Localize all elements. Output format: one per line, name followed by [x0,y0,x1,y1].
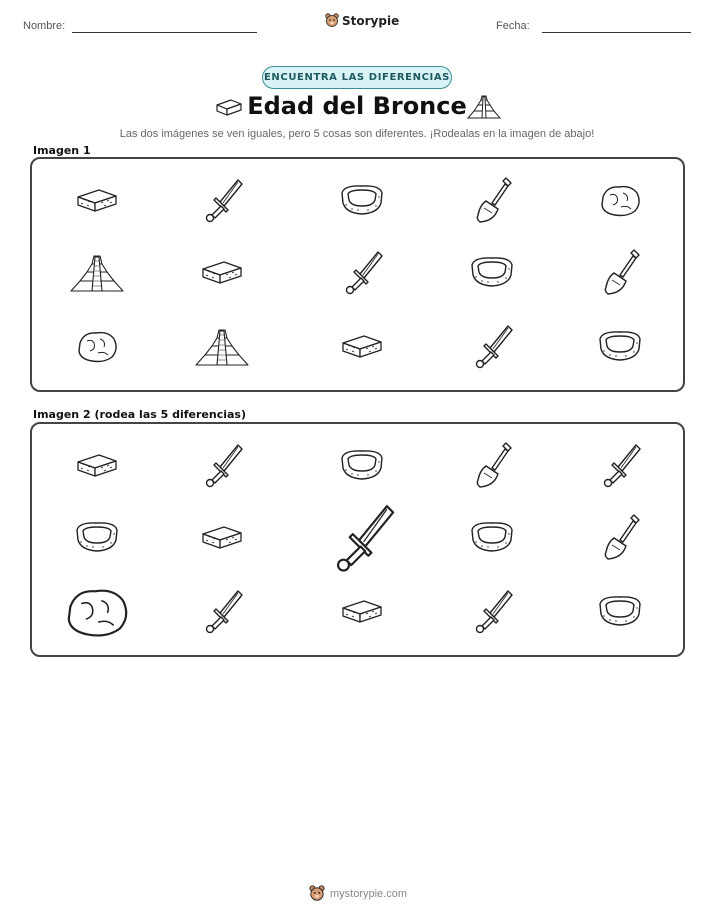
image2-cell[interactable] [580,578,660,644]
sword-icon [470,587,514,635]
footer [309,885,407,903]
instructions: Las dos imágenes se ven iguales, pero 5 cosas son diferentes. ¡Rodealas en la imagen de abajo! [119,128,595,140]
name-field[interactable] [72,32,257,33]
image2-cell[interactable] [452,504,532,570]
image2-cell[interactable] [182,578,262,644]
mold-icon [338,446,386,484]
image1-cell [452,313,532,379]
image1-panel [30,157,685,392]
image1-cell [580,239,660,305]
image1-cell [452,167,532,233]
image1-cell [322,167,402,233]
pyramid-icon [194,325,250,367]
page-title: Edad del Bronce [247,92,467,120]
image2-cell[interactable] [580,432,660,498]
mold-icon [73,518,121,556]
mold-icon [596,592,644,630]
image1-cell [580,167,660,233]
sword-icon [470,322,514,370]
image2-cell[interactable] [580,504,660,570]
image2-label: Imagen 2 (rodea las 5 diferencias) [33,408,247,421]
image1-cell [57,239,137,305]
image1-cell [182,167,262,233]
brick-icon [75,185,119,215]
image2-cell[interactable] [182,504,262,570]
brand-name: Storypie [342,14,400,28]
image2-cell[interactable] [322,504,402,570]
rock-icon [61,582,132,641]
image1-cell [322,239,402,305]
sword-icon [200,441,244,489]
rock-icon [74,327,120,365]
brick-icon [200,257,244,287]
brick-icon [75,450,119,480]
shovel-icon [598,247,642,297]
image2-cell[interactable] [452,578,532,644]
shovel-icon [470,440,514,490]
rock-icon [597,181,643,219]
mold-icon [338,181,386,219]
image2-cell[interactable] [57,432,137,498]
image2-cell[interactable] [452,432,532,498]
sword-icon [328,500,396,574]
shovel-icon [470,175,514,225]
image1-label: Imagen 1 [33,144,91,157]
image1-cell [182,313,262,379]
image2-cell[interactable] [322,432,402,498]
mold-icon [468,518,516,556]
image2-cell[interactable] [322,578,402,644]
date-field[interactable] [542,32,691,33]
pyramid-icon [466,92,502,120]
pyramid-icon [69,251,125,293]
activity-badge: ENCUENTRA LAS DIFERENCIAS [262,66,452,89]
image1-cell [57,313,137,379]
image1-cell [322,313,402,379]
name-label: Nombre: [23,20,66,32]
bear-mascot-icon [309,885,325,903]
sword-icon [598,441,642,489]
image2-panel[interactable] [30,422,685,657]
brand-logo [325,13,399,29]
image2-cell[interactable] [57,504,137,570]
image1-cell [182,239,262,305]
footer-url: mystorypie.com [330,888,408,900]
mold-icon [596,327,644,365]
sword-icon [200,176,244,224]
brick-icon [340,331,384,361]
image2-cell[interactable] [182,432,262,498]
date-label: Fecha: [496,20,530,32]
mold-icon [468,253,516,291]
sword-icon [340,248,384,296]
shovel-icon [598,512,642,562]
image1-cell [452,239,532,305]
brick-icon [340,596,384,626]
bear-mascot-icon [325,13,339,29]
sword-icon [200,587,244,635]
image2-cell[interactable] [57,578,137,644]
image1-cell [580,313,660,379]
image1-cell [57,167,137,233]
brick-icon [200,522,244,552]
